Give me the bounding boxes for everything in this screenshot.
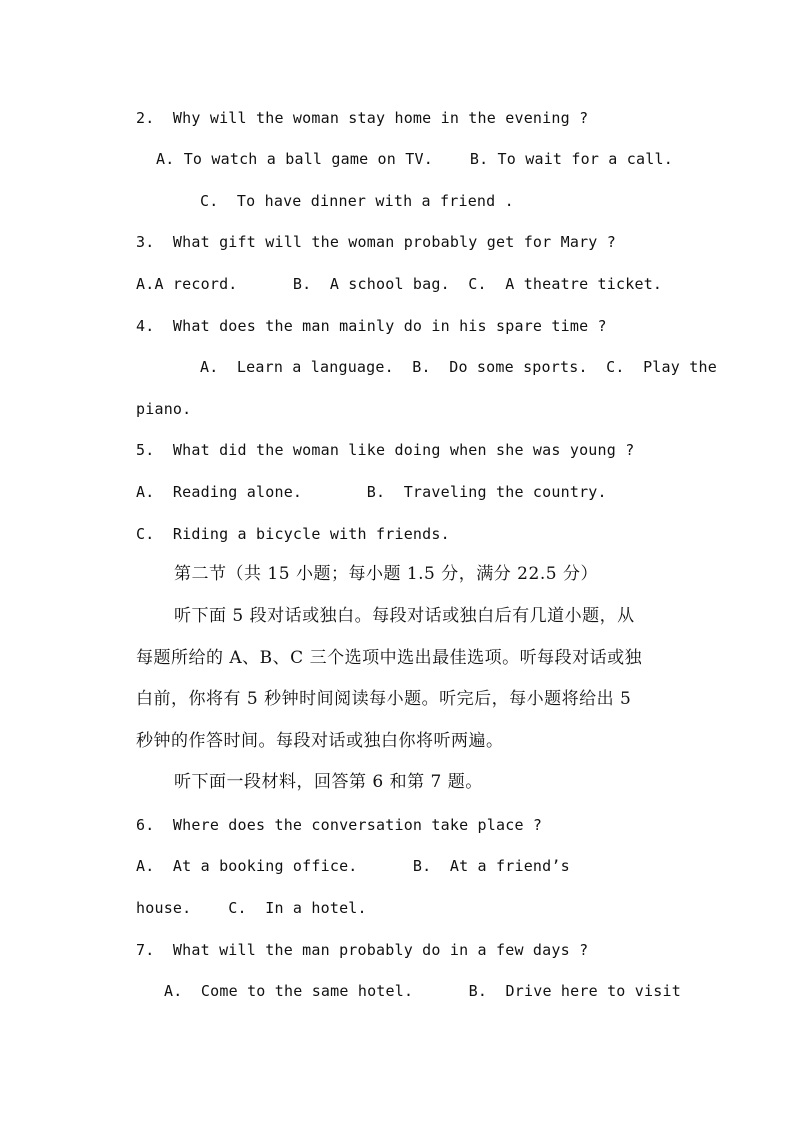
instructions-line-1: 听下面 5 段对话或独白。每段对话或独白后有几道小题，从: [174, 606, 635, 626]
question-7-options: A. Come to the same hotel. B. Drive here to visit: [164, 982, 681, 1000]
instructions-line-2: 每题所给的 A、B、C 三个选项中选出最佳选项。听每段对话或独: [136, 648, 643, 668]
question-3-options: A.A record. B. A school bag. C. A theatre ticket.: [136, 275, 663, 293]
question-4-options-continued: piano.: [136, 400, 192, 418]
question-3: 3. What gift will the woman probably get for Mary ?: [136, 233, 616, 251]
question-5-options-ab: A. Reading alone. B. Traveling the country.: [136, 483, 607, 501]
question-4: 4. What does the man mainly do in his spare time ?: [136, 317, 607, 335]
question-5-option-c: C. Riding a bicycle with friends.: [136, 525, 450, 543]
instructions-line-3: 白前，你将有 5 秒钟时间阅读每小题。听完后，每小题将给出 5: [136, 689, 632, 709]
question-2: 2. Why will the woman stay home in the evening ?: [136, 109, 589, 127]
question-6-options-continued: house. C. In a hotel.: [136, 899, 367, 917]
question-4-options: A. Learn a language. B. Do some sports. C. Play the: [200, 358, 717, 376]
question-5: 5. What did the woman like doing when she was young ?: [136, 441, 635, 459]
material-instruction: 听下面一段材料，回答第 6 和第 7 题。: [174, 772, 483, 792]
question-2-option-c: C. To have dinner with a friend .: [200, 192, 514, 210]
instructions-line-4: 秒钟的作答时间。每段对话或独白你将听两遍。: [136, 731, 504, 751]
question-6: 6. Where does the conversation take place ?: [136, 816, 543, 834]
question-7: 7. What will the man probably do in a few days ?: [136, 941, 589, 959]
section-heading: 第二节（共 15 小题；每小题 1.5 分，满分 22.5 分）: [174, 564, 598, 584]
question-2-options-ab: A. To watch a ball game on TV. B. To wait for a call.: [156, 150, 673, 168]
question-6-options-ab: A. At a booking office. B. At a friend’s: [136, 857, 570, 875]
